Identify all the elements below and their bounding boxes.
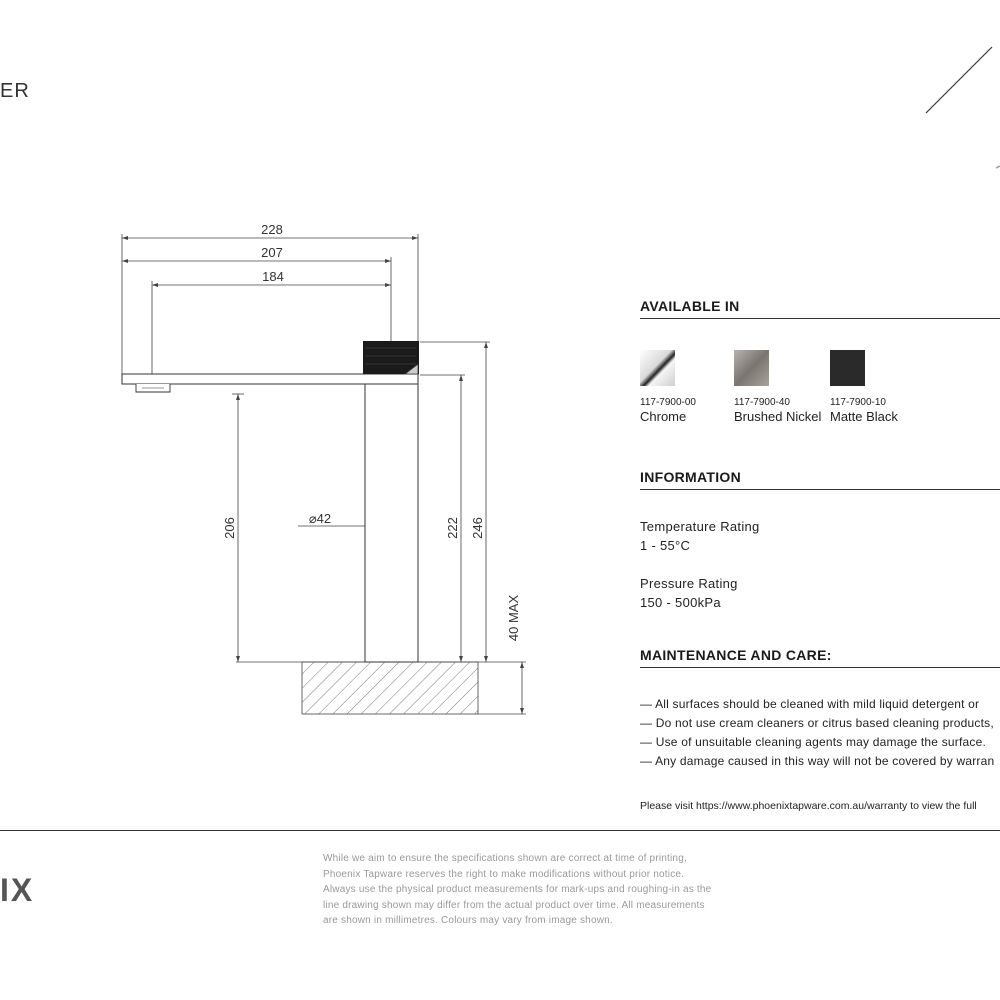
- dim-40-max: 40 MAX: [506, 594, 521, 642]
- disclaimer: [323, 851, 753, 929]
- matte-black-swatch: [830, 350, 865, 386]
- finish-code: 117-7900-40: [734, 397, 790, 408]
- pressure-rating-label: Pressure Rating: [640, 576, 738, 591]
- pressure-rating-value: 150 - 500kPa: [640, 595, 721, 610]
- warranty-link-text[interactable]: Please visit https://www.phoenixtapware.com.au/warranty to view the full: [640, 800, 977, 812]
- dim-222: 222: [445, 517, 460, 539]
- temperature-rating-value: 1 - 55°C: [640, 538, 691, 553]
- decorative-lines: [900, 30, 1000, 190]
- maintenance-bullet: — All surfaces should be cleaned with mild liquid detergent or: [640, 697, 980, 711]
- product-title-fragment: ER: [0, 80, 30, 102]
- dim-184: 184: [262, 269, 284, 284]
- maintenance-heading: MAINTENANCE AND CARE:: [640, 647, 1000, 668]
- dim-228: 228: [261, 222, 283, 237]
- finish-matte-black: [830, 350, 865, 391]
- finish-chrome: [640, 350, 675, 391]
- technical-drawing: [100, 210, 540, 730]
- finish-name: Chrome: [640, 409, 687, 424]
- finish-code: 117-7900-00: [640, 397, 696, 408]
- maintenance-bullet: — Do not use cream cleaners or citrus based cleaning products,: [640, 716, 994, 730]
- dim-246: 246: [470, 517, 485, 539]
- disclaimer-line: Phoenix Tapware reserves the right to make modifications without prior notice.: [323, 868, 685, 880]
- brushed-nickel-swatch: [734, 350, 769, 386]
- dim-diameter: ⌀42: [308, 511, 332, 526]
- disclaimer-line: line drawing shown may differ from the actual product over time. All measurements: [323, 899, 705, 911]
- brand-logo-fragment: IX: [0, 872, 35, 908]
- footer-divider: [0, 830, 1000, 831]
- maintenance-bullet: — Use of unsuitable cleaning agents may damage the surface.: [640, 735, 986, 749]
- dim-206: 206: [222, 517, 237, 539]
- finish-brushed-nickel: [734, 350, 769, 391]
- disclaimer-line: Always use the physical product measurements for mark-ups and roughing-in as the: [323, 884, 712, 895]
- disclaimer-line: While we aim to ensure the specifications shown are correct at time of printing,: [323, 853, 687, 864]
- temperature-rating-label: Temperature Rating: [640, 519, 760, 534]
- chrome-swatch: [640, 350, 675, 386]
- finish-name: Matte Black: [830, 409, 898, 424]
- finish-code: 117-7900-10: [830, 397, 886, 408]
- available-in-heading: AVAILABLE IN: [640, 298, 1000, 319]
- information-heading: INFORMATION: [640, 469, 1000, 490]
- dim-207: 207: [261, 245, 283, 260]
- disclaimer-line: are shown in millimetres. Colours may vary from image shown.: [323, 915, 613, 926]
- maintenance-bullet: — Any damage caused in this way will not be covered by warran: [640, 754, 995, 768]
- finish-name: Brushed Nickel: [734, 409, 822, 424]
